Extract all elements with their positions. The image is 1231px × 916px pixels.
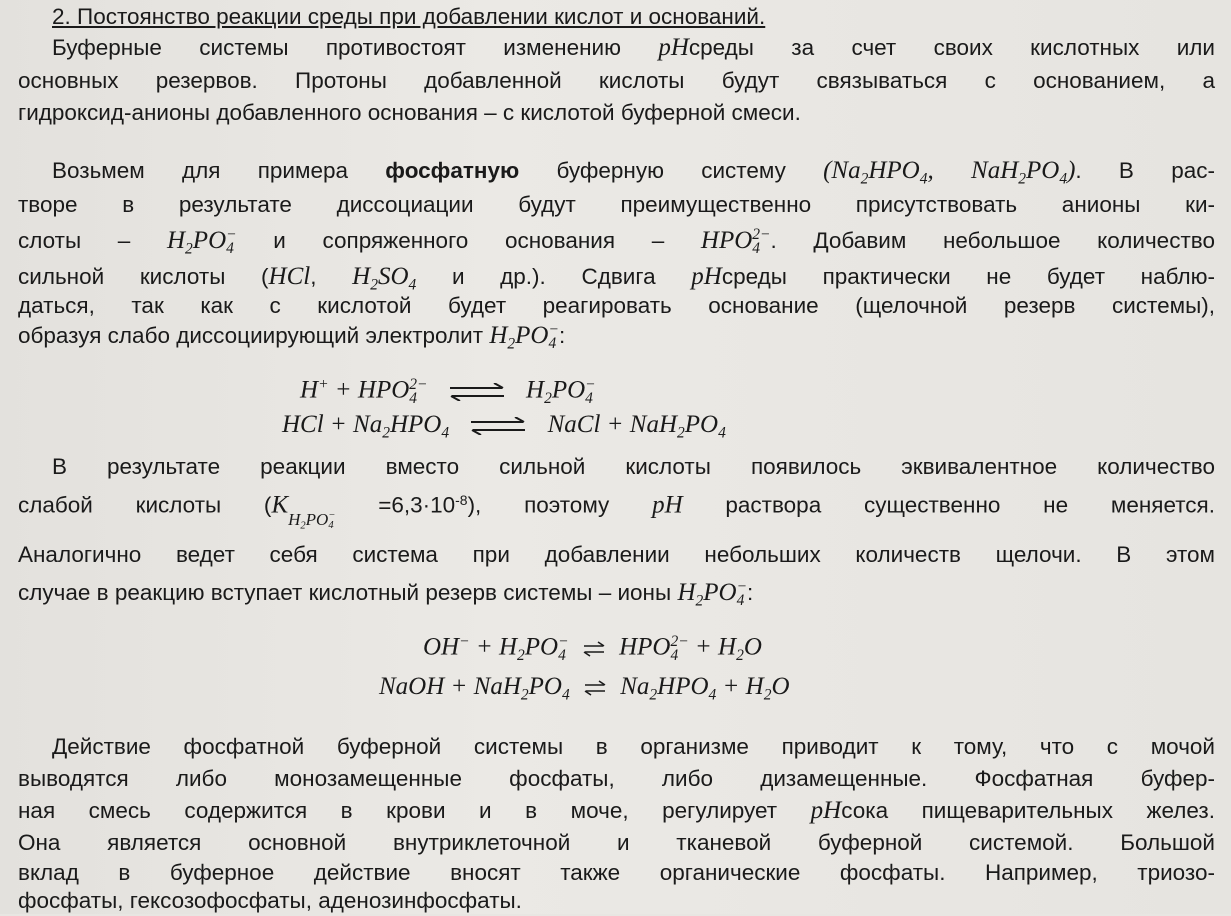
p4-line1: Аналогично ведет себя система при добавлении небольших количеств щелочи. В этом	[18, 542, 1215, 567]
p2-line5: даться, так как с кислотой будет реагировать основание (щелочной резерв системы),	[18, 293, 1215, 318]
p1-line2: основных резервов. Протоны добавленной кислоты будут связываться с основанием, а	[18, 68, 1215, 93]
p5-line1: Действие фосфатной буферной системы в организме приводит к тому, что с мочой	[52, 734, 1215, 759]
equilibrium-arrow-icon	[583, 641, 605, 657]
p2-line4: сильной кислоты (HCl, $H_2SO_4$ и др.). Сдвига pHсреды практически не будет наблю-	[18, 263, 1215, 294]
p3-line1: В результате реакции вместо сильной кислоты появилось эквивалентное количество	[52, 454, 1215, 479]
equilibrium-arrow-icon	[448, 383, 506, 401]
p5-line2: выводятся либо монозамещенные фосфаты, либо дизамещенные. Фосфатная буфер-	[18, 766, 1215, 791]
p5-line5: вклад в буферное действие вносят также органические фосфаты. Например, триозо-	[18, 860, 1215, 885]
p2-line2: творе в результате диссоциации будут преимущественно присутствовать анионы ки-	[18, 192, 1215, 217]
equation-3: $OH^- + H_2PO$ − 4 HPO 2− 4 + $H_2O$	[423, 632, 762, 664]
equilibrium-arrow-icon	[469, 417, 527, 435]
p2-line1: Возьмем для примера фосфатную буферную систему ($Na_2HPO_4$, $NaH_2PO_4$). В рас-	[52, 157, 1215, 188]
p4-line2: случае в реакцию вступает кислотный резерв системы – ионы $H_2PO$ − 4 :	[18, 578, 754, 610]
equation-1: H+ + HPO 2− 4 $H_2PO$ − 4	[300, 375, 596, 407]
p2-line3: слоты – $H_2PO$ − 4 и сопряженного основания – HPO 2− 4 . Добавим небольшое количество	[18, 226, 1215, 258]
p2-line6: образуя слабо диссоциирующий электролит $H_2PO$ − 4 :	[18, 321, 566, 353]
p5-line3: ная смесь содержится в крови и в моче, регулирует pHсока пищеварительных желез.	[18, 797, 1215, 824]
p5-line4: Она является основной внутриклеточной и тканевой буферной системой. Большой	[18, 830, 1215, 855]
equilibrium-arrow-icon	[584, 680, 606, 696]
p1-line3: гидроксид-анионы добавленного основания – с кислотой буферной смеси.	[18, 100, 801, 125]
section-heading: 2. Постоянство реакции среды при добавлении кислот и оснований.	[52, 4, 766, 29]
equation-2: HCl + $Na_2HPO_4$ NaCl + $NaH_2PO_4$	[282, 411, 726, 442]
p5-line6: фосфаты, гексозофосфаты, аденозинфосфаты.	[18, 888, 522, 913]
p3-line2: слабой кислоты ($K_{H_2PO - 4}$ $=6,3\cdot 10^{-8}$), поэтому pH раствора существенно не меняется.	[18, 491, 1215, 532]
equation-4: NaOH + $NaH_2PO_4$ $Na_2HPO_4 + H_2O$	[379, 673, 790, 704]
p1-line1: Буферные системы противостоят изменению pHсреды за счет своих кислотных или	[52, 34, 1215, 61]
